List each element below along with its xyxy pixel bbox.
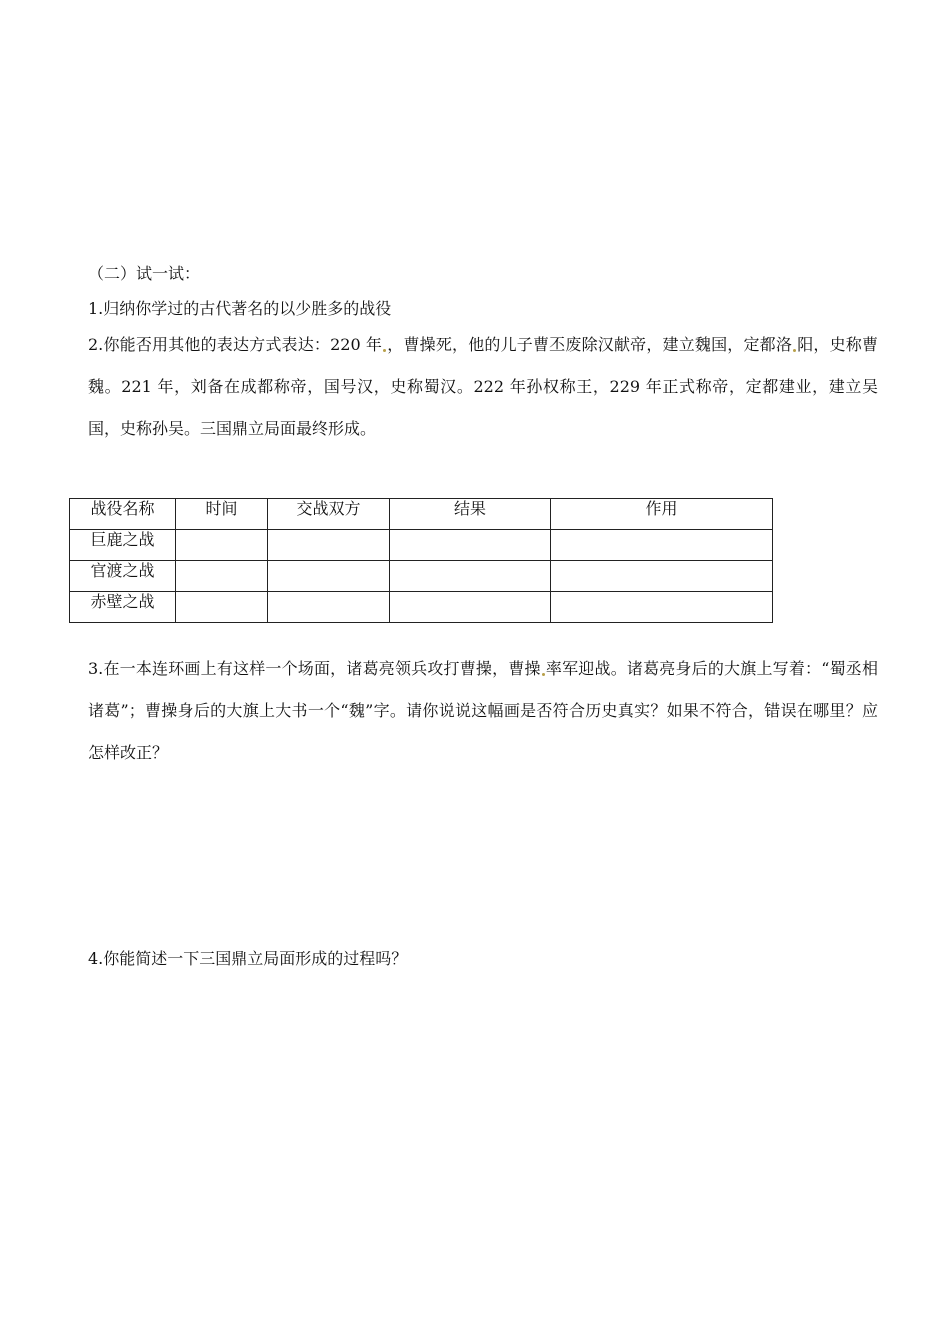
question-3-text-b: 率军迎战。诸葛亮身后的大旗上写着：“蜀丞相诸葛”；曹操身后的大旗上大书一个“魏”字。请你说说这幅画是否符合历史真实？如果不符合，错误在哪里？应怎样改正？: [88, 659, 878, 762]
section-heading: （二）试一试：: [88, 264, 201, 283]
annotation-dot: [793, 349, 796, 352]
annotation-dot: [542, 673, 545, 676]
battle-table: [69, 498, 773, 623]
table-cell[interactable]: [390, 561, 551, 592]
battle-name-cell: 官渡之战: [70, 561, 176, 592]
header-battle-name: 战役名称: [70, 499, 176, 530]
table-row: [70, 592, 773, 623]
annotation-dot: [383, 349, 386, 352]
table-cell[interactable]: [268, 561, 390, 592]
question-3: [88, 648, 878, 774]
table-cell[interactable]: [176, 561, 268, 592]
table-header-row: [70, 499, 773, 530]
table-row: [70, 530, 773, 561]
header-effect: 作用: [551, 499, 773, 530]
header-time: 时间: [176, 499, 268, 530]
table-cell[interactable]: [268, 592, 390, 623]
table-cell[interactable]: [390, 530, 551, 561]
question-2-text-c: 阳，史称曹魏。221 年，刘备在成都称帝，国号汉，史称蜀汉。222 年孙权称王，229 年正式称帝，定都建业，建立吴国，史称孙吴。三国鼎立局面最终形成。: [88, 335, 878, 438]
table-cell[interactable]: [176, 530, 268, 561]
battle-name-cell: 巨鹿之战: [70, 530, 176, 561]
question-4: 4.你能简述一下三国鼎立局面形成的过程吗？: [88, 949, 408, 968]
battle-name-cell: 赤壁之战: [70, 592, 176, 623]
question-2-text-a: 2.你能否用其他的表达方式表达：220 年: [88, 335, 383, 354]
question-2: [88, 324, 878, 450]
question-1: 1.归纳你学过的古代著名的以少胜多的战役: [88, 299, 392, 318]
table-cell[interactable]: [551, 561, 773, 592]
table-cell[interactable]: [176, 592, 268, 623]
header-result: 结果: [390, 499, 551, 530]
header-parties: 交战双方: [268, 499, 390, 530]
table-cell[interactable]: [390, 592, 551, 623]
question-2-text-b: ，曹操死，他的儿子曹丕废除汉献帝，建立魏国，定都洛: [387, 335, 793, 354]
table-cell[interactable]: [551, 592, 773, 623]
table-row: [70, 561, 773, 592]
question-3-text-a: 3.在一本连环画上有这样一个场面，诸葛亮领兵攻打曹操，曹操: [88, 659, 541, 678]
table-cell[interactable]: [551, 530, 773, 561]
table-cell[interactable]: [268, 530, 390, 561]
